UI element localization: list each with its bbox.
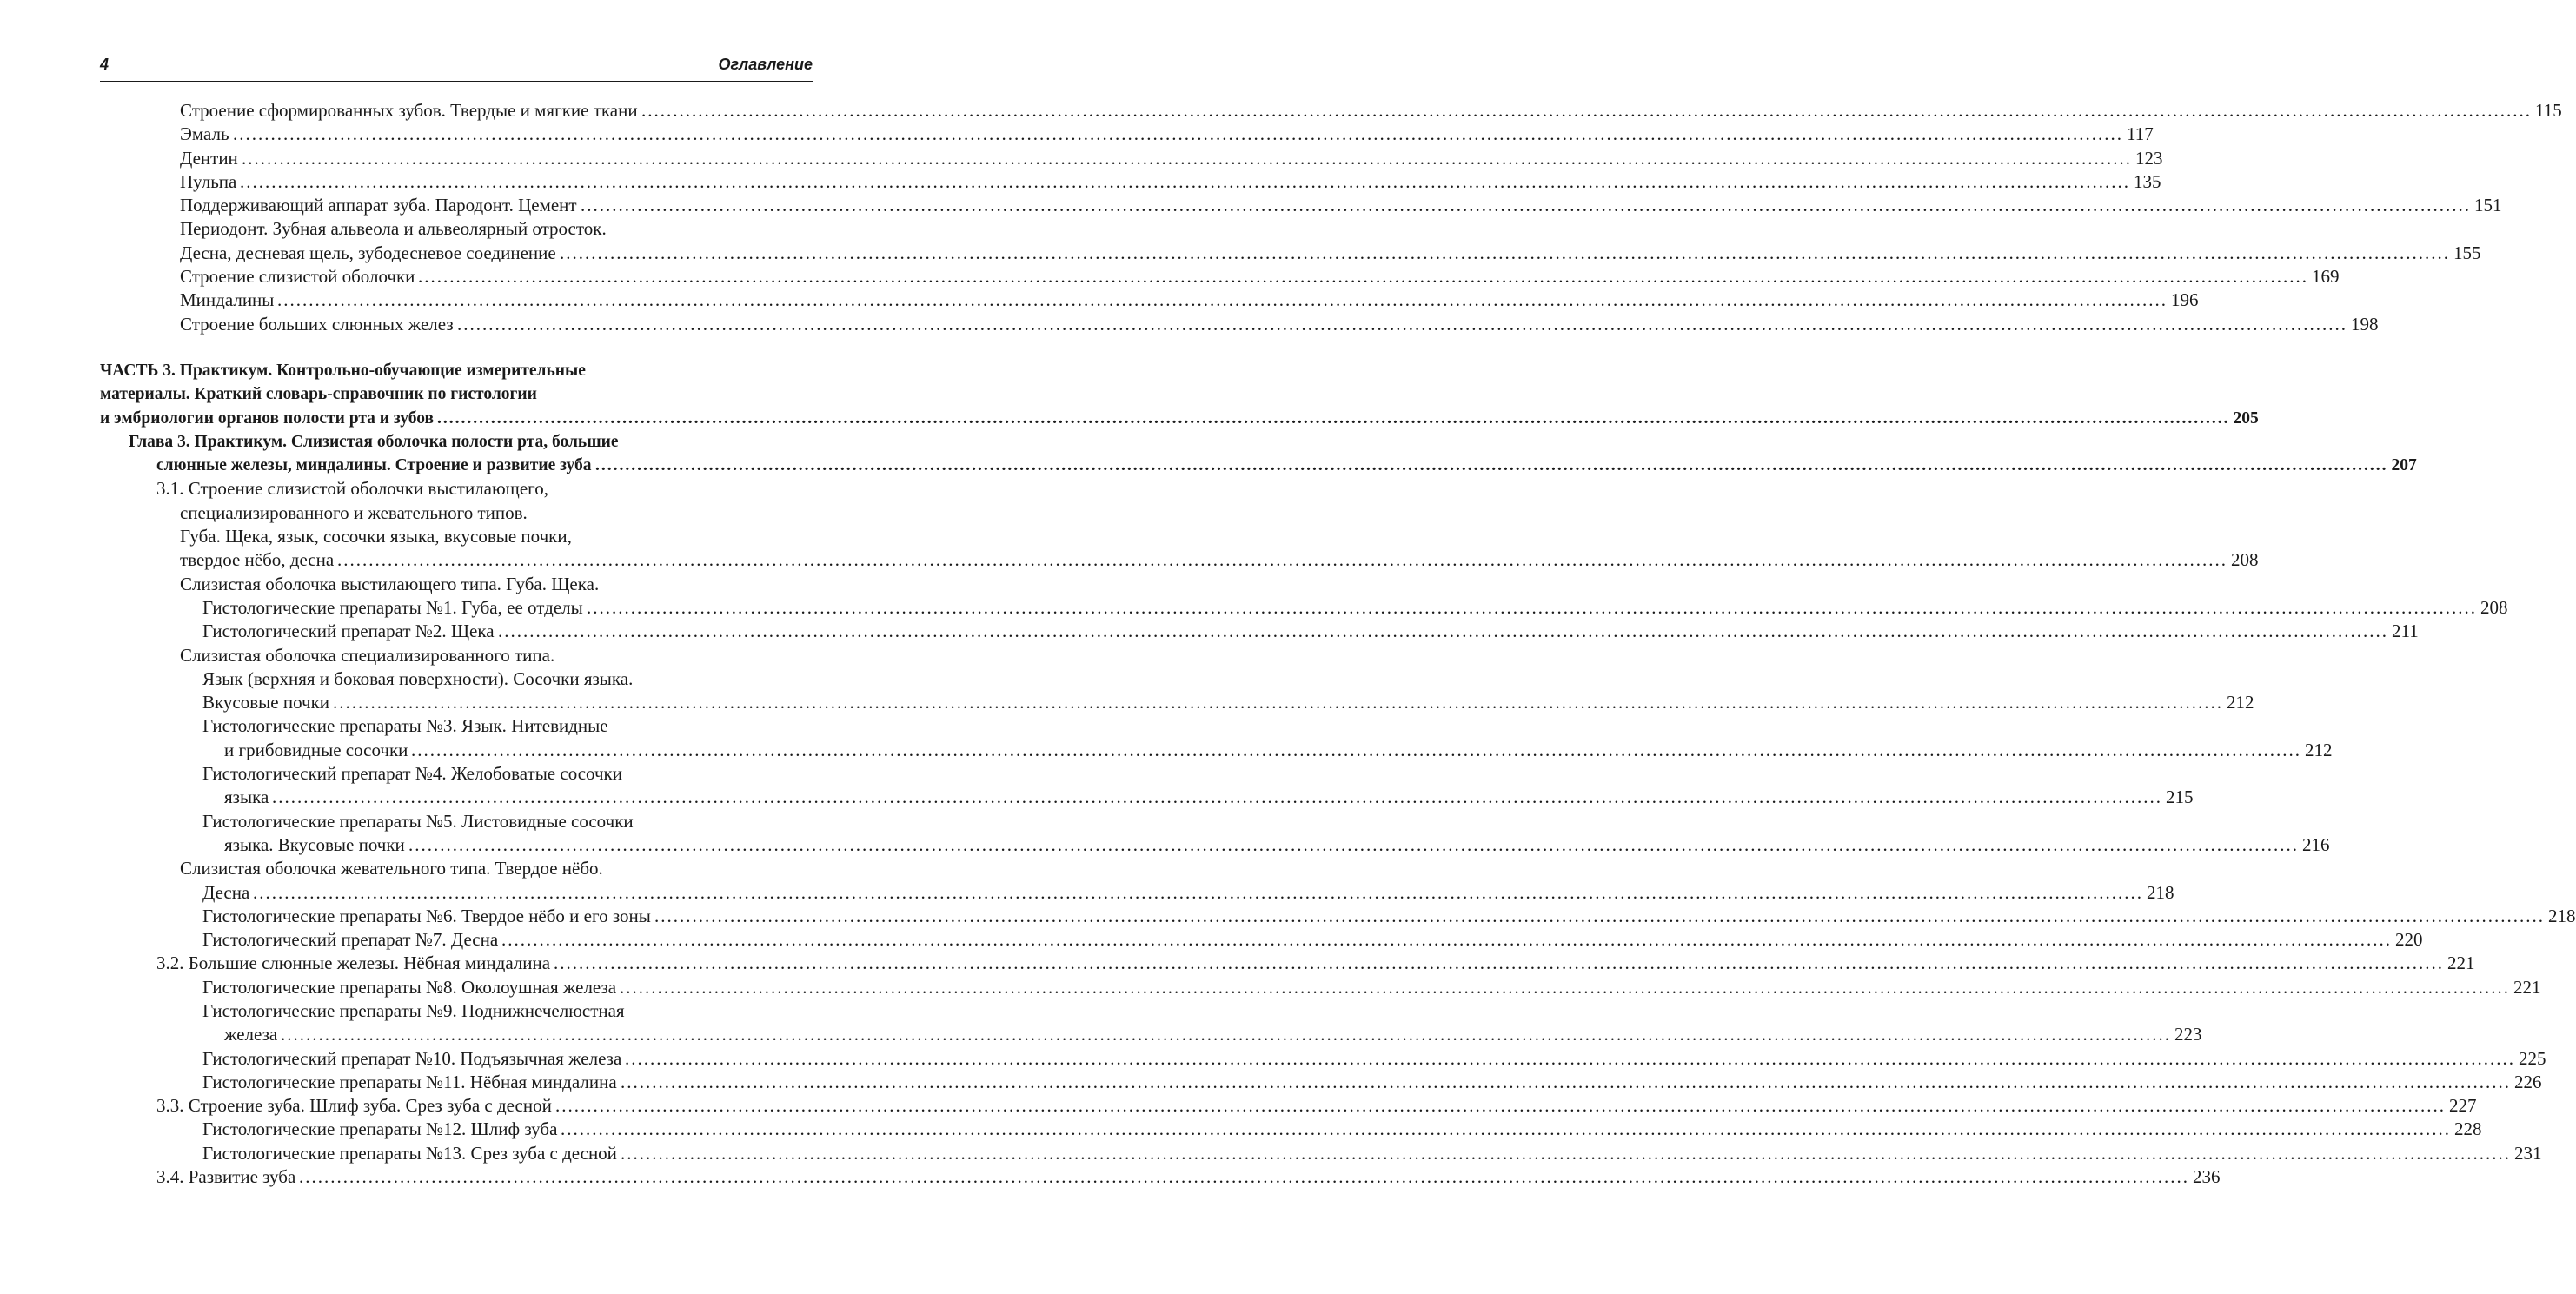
- toc-page-number: 155: [2453, 242, 2481, 263]
- toc-entry: [0, 881, 2174, 905]
- toc-entry: [0, 1023, 2202, 1046]
- toc-leader: [434, 407, 2259, 430]
- toc-page-number: 123: [2135, 147, 2163, 169]
- dot-leader: ............................................................................................................................................................................................................................................................................................................: [277, 289, 2168, 311]
- toc-entry-title: Поддерживающий аппарат зуба. Пародонт. Цемент: [180, 195, 577, 216]
- toc-entry: [0, 905, 2576, 928]
- toc-entry-title: Слизистая оболочка специализированного типа.: [180, 644, 555, 666]
- toc-entry-title: 3.4. Развитие зуба: [156, 1166, 296, 1188]
- toc-entry-title: ЧАСТЬ 3. Практикум. Контрольно-обучающие измерительные: [100, 361, 586, 380]
- toc-entry-title: Гистологический препарат №2. Щека: [202, 620, 495, 642]
- toc-entry-title: железа: [224, 1024, 278, 1045]
- toc-leader: [229, 123, 2154, 146]
- toc-entry: [0, 667, 869, 691]
- toc-page-number: 207: [2391, 456, 2417, 475]
- dot-leader: ............................................................................................................................................................................................................................................................................................................: [457, 313, 2347, 335]
- toc-entry-title: Пульпа: [180, 170, 237, 192]
- toc-entry: [0, 1094, 2477, 1118]
- dot-leader: ............................................................................................................................................................................................................................................................................................................: [581, 195, 2471, 216]
- toc-entry: [0, 644, 869, 667]
- toc-page-number: 218: [2548, 905, 2576, 926]
- toc-entry: [0, 762, 869, 786]
- dot-leader: ............................................................................................................................................................................................................................................................................................................: [561, 1118, 2451, 1140]
- toc-leader: [269, 786, 2194, 809]
- toc-entry-title: Гистологический препарат №4. Желобоватые сосочки: [202, 763, 622, 785]
- toc-leader: [550, 952, 2475, 975]
- toc-entry-title: Гистологические препараты №8. Околоушная железа: [202, 976, 617, 998]
- toc-page-number: 226: [2514, 1071, 2542, 1092]
- toc-page-number: 208: [2480, 596, 2508, 618]
- toc-page-number: 211: [2392, 620, 2419, 642]
- toc-entry-title: Строение сформированных зубов. Твердые и мягкие ткани: [180, 100, 638, 121]
- toc-entry: [0, 194, 2502, 217]
- toc-leader: [405, 833, 2330, 857]
- dot-leader: ............................................................................................................................................................................................................................................................................................................: [242, 147, 2132, 169]
- toc-leader: [651, 905, 2576, 928]
- dot-leader: ............................................................................................................................................................................................................................................................................................................: [240, 170, 2130, 192]
- toc-entry-title: языка. Вкусовые почки: [224, 833, 405, 855]
- toc-leader: [454, 313, 2379, 336]
- toc-leader: [295, 1165, 2221, 1189]
- toc-entry: [0, 313, 2379, 336]
- toc-leader: [334, 548, 2259, 572]
- toc-leader: [277, 1023, 2202, 1046]
- dot-leader: ............................................................................................................................................................................................................................................................................................................: [620, 976, 2510, 998]
- toc-entry-title: специализированного и жевательного типов.: [180, 501, 528, 523]
- toc-leader: [495, 620, 2419, 643]
- toc-entry-title: Гистологические препараты №11. Нёбная миндалина: [202, 1071, 617, 1092]
- toc-entry: [0, 620, 2419, 643]
- dot-leader: ............................................................................................................................................................................................................................................................................................................: [498, 620, 2388, 642]
- toc-page-number: 216: [2302, 833, 2330, 855]
- toc-entry: [0, 454, 2417, 477]
- toc-entry-title: Гистологические препараты №5. Листовидные сосочки: [202, 810, 634, 832]
- toc-leader: [638, 99, 2562, 123]
- toc-entry-title: 3.1. Строение слизистой оболочки выстилающего,: [156, 478, 548, 500]
- toc-page-number: 198: [2351, 313, 2379, 335]
- toc-entry: [0, 359, 869, 382]
- toc-entry-title: Гистологические препараты №12. Шлиф зуба: [202, 1118, 558, 1140]
- toc-entry-title: Десна, десневая щель, зубодесневое соединение: [180, 242, 556, 263]
- toc-entry: [0, 170, 2161, 194]
- toc-page-number: 205: [2233, 408, 2259, 428]
- dot-leader: ............................................................................................................................................................................................................................................................................................................: [437, 408, 2230, 428]
- toc-leader: [617, 1142, 2542, 1165]
- toc-entry-title: Гистологические препараты №9. Поднижнечелюстная: [202, 999, 625, 1021]
- toc-page-number: 115: [2535, 100, 2562, 121]
- dot-leader: ............................................................................................................................................................................................................................................................................................................: [641, 100, 2532, 121]
- toc-page-number: 196: [2171, 289, 2199, 311]
- toc-page-number: 227: [2449, 1095, 2477, 1117]
- toc-entry: [0, 1071, 2542, 1094]
- dot-leader: ............................................................................................................................................................................................................................................................................................................: [299, 1166, 2189, 1188]
- toc-leader: [617, 1071, 2542, 1094]
- dot-leader: ............................................................................................................................................................................................................................................................................................................: [625, 1047, 2515, 1069]
- toc-entry: [0, 336, 869, 359]
- toc-entry-title: твердое нёбо, десна: [180, 549, 335, 571]
- toc-entry-title: слюнные железы, миндалины. Строение и развитие зуба: [156, 456, 592, 475]
- toc-entry-title: Строение больших слюнных желез: [180, 313, 454, 335]
- toc-page-number: 212: [2305, 739, 2333, 760]
- toc-entry: [0, 596, 2508, 620]
- toc-page-number: 223: [2174, 1024, 2202, 1045]
- toc-entry-title: Дентин: [180, 147, 238, 169]
- dot-leader: ............................................................................................................................................................................................................................................................................................................: [595, 456, 2388, 475]
- toc-page-number: 231: [2514, 1142, 2542, 1164]
- toc-entry: [0, 525, 869, 548]
- toc-leader: [616, 976, 2541, 999]
- toc-leader: [552, 1094, 2477, 1118]
- toc-page-number: 151: [2474, 195, 2502, 216]
- toc-leader: [583, 596, 2508, 620]
- dot-leader: ............................................................................................................................................................................................................................................................................................................: [621, 1142, 2511, 1164]
- toc-page-number: 220: [2395, 929, 2423, 951]
- toc-entry-title: Вкусовые почки: [202, 692, 330, 713]
- toc-entry: [0, 99, 2562, 123]
- dot-leader: ............................................................................................................................................................................................................................................................................................................: [408, 833, 2299, 855]
- toc-page-number: 135: [2134, 170, 2161, 192]
- toc-entry: [0, 857, 869, 880]
- toc-entry-title: Гистологические препараты №3. Язык. Нитевидные: [202, 715, 608, 737]
- toc-page-number: 236: [2193, 1166, 2221, 1188]
- dot-leader: ............................................................................................................................................................................................................................................................................................................: [501, 929, 2392, 951]
- toc-leader: [274, 289, 2199, 312]
- toc-page-number: 228: [2454, 1118, 2482, 1140]
- toc-entry: [0, 1142, 2542, 1165]
- toc-entry-title: Губа. Щека, язык, сосочки языка, вкусовые почки,: [180, 526, 572, 547]
- toc-entry-title: Гистологический препарат №7. Десна: [202, 929, 499, 951]
- toc-entry-title: Гистологический препарат №10. Подъязычная железа: [202, 1047, 622, 1069]
- toc-entry-title: и грибовидные сосочки: [224, 739, 408, 760]
- dot-leader: ............................................................................................................................................................................................................................................................................................................: [560, 242, 2450, 263]
- toc-leader: [592, 454, 2417, 477]
- toc-entry: [0, 739, 2333, 762]
- toc-leader: [408, 739, 2333, 762]
- toc-entry: [0, 833, 2330, 857]
- toc-entry: [0, 501, 869, 525]
- dot-leader: ............................................................................................................................................................................................................................................................................................................: [654, 905, 2545, 926]
- toc-page-number: 218: [2147, 881, 2174, 903]
- toc-entry-title: материалы. Краткий словарь-справочник по гистологии: [100, 385, 537, 404]
- toc-leader: [415, 265, 2340, 289]
- toc-entry-title: Гистологические препараты №13. Срез зуба с десной: [202, 1142, 617, 1164]
- toc-entry-title: Гистологические препараты №1. Губа, ее отделы: [202, 596, 583, 618]
- dot-leader: ............................................................................................................................................................................................................................................................................................................: [272, 786, 2162, 808]
- toc-entry-title: Миндалины: [180, 289, 275, 311]
- toc-page-number: 215: [2166, 786, 2194, 808]
- toc-leader: [577, 194, 2502, 217]
- toc-entry-title: Эмаль: [180, 123, 229, 145]
- toc-page-number: 225: [2519, 1047, 2546, 1069]
- running-title: Оглавление: [718, 56, 813, 73]
- toc-page-number: 221: [2447, 952, 2475, 974]
- table-of-contents: [0, 99, 2576, 1189]
- toc-entry-title: Слизистая оболочка выстилающего типа. Губа. Щека.: [180, 573, 600, 594]
- dot-leader: ............................................................................................................................................................................................................................................................................................................: [333, 692, 2223, 713]
- dot-leader: ............................................................................................................................................................................................................................................................................................................: [281, 1024, 2171, 1045]
- toc-entry-title: Гистологические препараты №6. Твердое нёбо и его зоны: [202, 905, 651, 926]
- toc-leader: [329, 691, 2254, 714]
- toc-entry-title: Строение слизистой оболочки: [180, 266, 415, 288]
- dot-leader: ............................................................................................................................................................................................................................................................................................................: [233, 123, 2123, 145]
- toc-entry: [0, 691, 2254, 714]
- toc-entry: [0, 999, 869, 1023]
- toc-entry: [0, 123, 2154, 146]
- dot-leader: ............................................................................................................................................................................................................................................................................................................: [587, 596, 2477, 618]
- toc-entry: [0, 573, 869, 596]
- page-number: 4: [100, 56, 110, 73]
- toc-entry: [0, 382, 869, 406]
- dot-leader: ............................................................................................................................................................................................................................................................................................................: [555, 1095, 2446, 1117]
- toc-entry-title: Слизистая оболочка жевательного типа. Твердое нёбо.: [180, 858, 603, 879]
- toc-entry: [0, 1118, 2482, 1141]
- dot-leader: ............................................................................................................................................................................................................................................................................................................: [411, 739, 2301, 760]
- toc-leader: [498, 928, 2423, 952]
- toc-entry: [0, 810, 869, 833]
- toc-entry: [0, 786, 2194, 809]
- toc-entry-title: 3.3. Строение зуба. Шлиф зуба. Срез зуба с десной: [156, 1095, 552, 1117]
- dot-leader: ............................................................................................................................................................................................................................................................................................................: [253, 881, 2143, 903]
- toc-entry-title: 3.2. Большие слюнные железы. Нёбная миндалина: [156, 952, 551, 974]
- toc-leader: [236, 170, 2161, 194]
- toc-entry: [0, 952, 2475, 975]
- dot-leader: ............................................................................................................................................................................................................................................................................................................: [554, 952, 2444, 974]
- toc-leader: [238, 147, 2163, 170]
- toc-entry-title: Глава 3. Практикум. Слизистая оболочка полости рта, большие: [129, 432, 619, 451]
- toc-entry: [0, 289, 2199, 312]
- dot-leader: ............................................................................................................................................................................................................................................................................................................: [621, 1071, 2511, 1092]
- dot-leader: ............................................................................................................................................................................................................................................................................................................: [418, 266, 2308, 288]
- toc-entry: [0, 1165, 2221, 1189]
- toc-entry: [0, 217, 869, 241]
- toc-page-number: 208: [2231, 549, 2259, 571]
- toc-entry: [0, 265, 2340, 289]
- toc-entry: [0, 548, 2259, 572]
- toc-entry: [0, 976, 2541, 999]
- toc-entry-title: языка: [224, 786, 269, 808]
- toc-leader: [556, 242, 2481, 265]
- toc-page-number: 212: [2227, 692, 2254, 713]
- toc-entry: [0, 430, 869, 454]
- toc-entry-title: и эмбриологии органов полости рта и зубов: [100, 408, 435, 428]
- toc-entry: [0, 714, 869, 738]
- toc-leader: [557, 1118, 2482, 1141]
- toc-entry: [0, 928, 2423, 952]
- toc-leader: [621, 1047, 2546, 1071]
- toc-entry: [0, 147, 2163, 170]
- toc-entry: [0, 1047, 2546, 1071]
- toc-entry: [0, 242, 2481, 265]
- toc-entry-title: Язык (верхняя и боковая поверхности). Сосочки языка.: [202, 667, 634, 689]
- toc-entry-title: Десна: [202, 881, 250, 903]
- page-header: [100, 52, 813, 82]
- toc-page-number: 117: [2127, 123, 2154, 145]
- toc-page-number: 221: [2513, 976, 2541, 998]
- toc-entry: [0, 407, 2259, 430]
- toc-entry: [0, 477, 869, 501]
- toc-page-number: 169: [2312, 266, 2340, 288]
- toc-entry-title: Периодонт. Зубная альвеола и альвеолярный отросток.: [180, 218, 607, 240]
- dot-leader: ............................................................................................................................................................................................................................................................................................................: [337, 549, 2227, 571]
- toc-leader: [249, 881, 2174, 905]
